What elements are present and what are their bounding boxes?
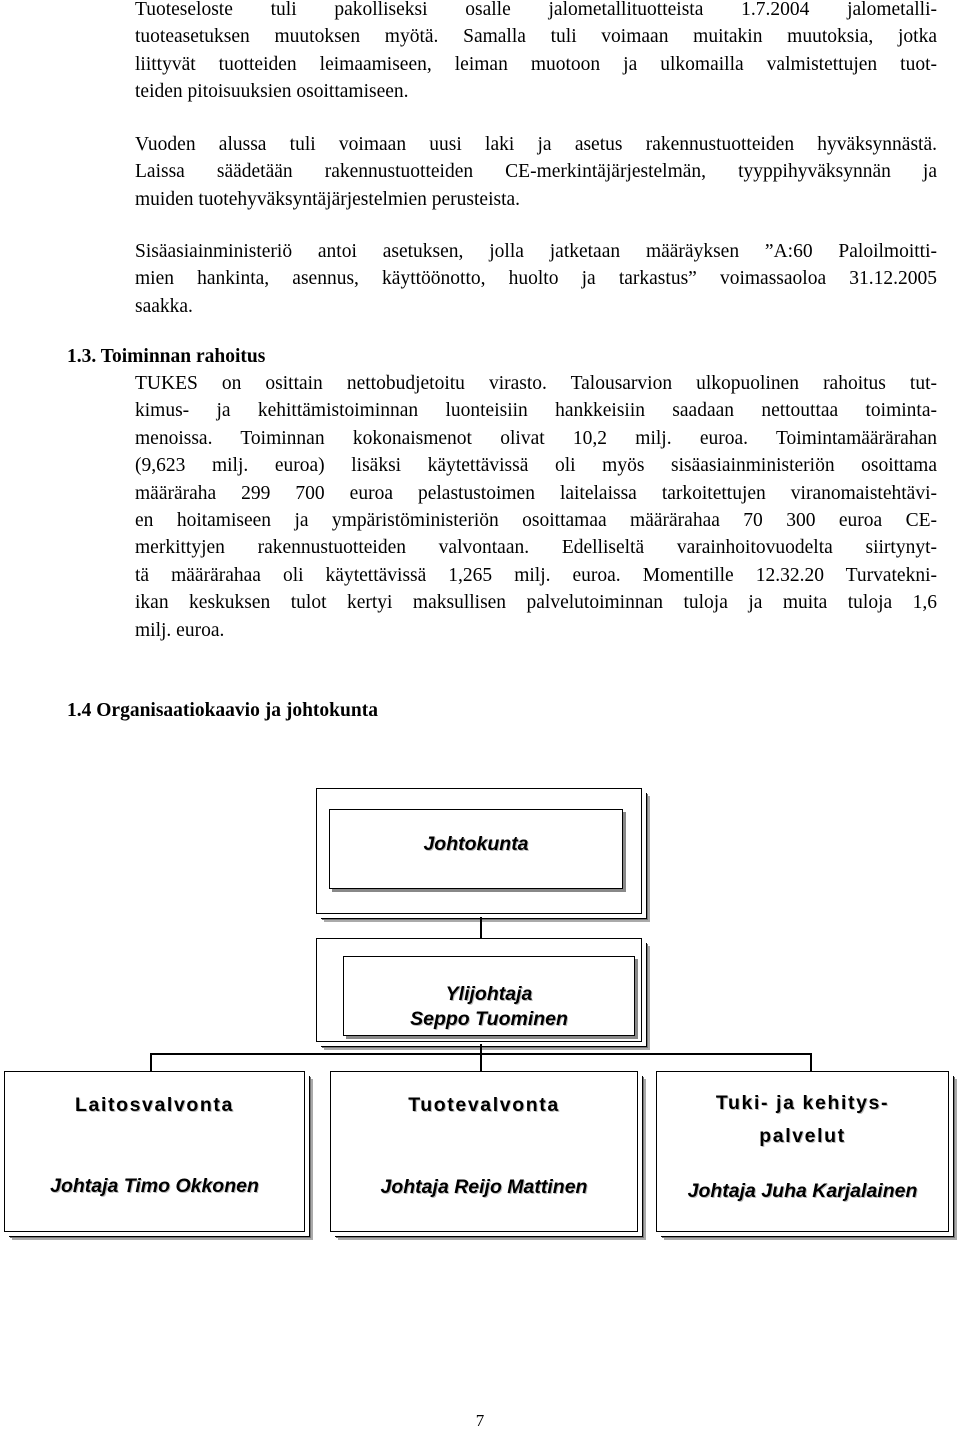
connector-line [150, 1053, 152, 1072]
text-line: Laissa säädetään rakennustuotteiden CE-merkintäjärjestelmän, tyyppihyväksynnän ja [135, 161, 937, 183]
text-line: (9,623 milj. euroa) lisäksi käytettävissä oli myös sisäasiainministeriön osoittama [135, 455, 937, 477]
text-line: Tuoteseloste tuli pakolliseksi osalle jalometallituotteista 1.7.2004 jalometalli- [135, 0, 937, 20]
heading-toiminnan-rahoitus: 1.3. Toiminnan rahoitus [67, 346, 266, 367]
text-line: saakka. [135, 295, 193, 317]
board-label: Johtokunta [423, 833, 529, 855]
unit-box-tuotevalvonta [330, 1071, 638, 1232]
unit-title-line1: Tuki- ja kehitys- [715, 1092, 890, 1114]
text-line: Sisäasiainministeriö antoi asetuksen, jolla jatketaan määräyksen ”A:60 Paloilmoitti- [135, 241, 937, 262]
unit-head: Johtaja Juha Karjalainen [687, 1180, 918, 1202]
board-box [316, 788, 642, 914]
director-inner-box [343, 956, 635, 1036]
unit-head: Johtaja Timo Okkonen [50, 1175, 259, 1197]
unit-title: Tuotevalvonta [408, 1094, 560, 1116]
unit-title-line2: palvelut [759, 1125, 846, 1147]
paragraph-sisaasiainministerio [135, 238, 937, 320]
board-inner-box [329, 809, 623, 889]
text-line: tuoteasetuksen muutoksen myötä. Samalla tuli voimaan muitakin muutoksia, jotka [135, 26, 937, 48]
text-line: mien hankinta, asennus, käyttöönotto, huolto ja tarkastus” voimassaoloa 31.12.2005 [135, 268, 937, 290]
text-line: kimus- ja kehittämistoiminnan luonteisiin hankkeisiin saadaan nettouttaa toiminta- [135, 400, 937, 422]
text-line: tä määrärahaa oli käytettävissä 1,265 milj. euroa. Momentille 12.32.20 Turvatekni- [135, 564, 937, 586]
paragraph-rahoitus [135, 370, 937, 644]
director-name: Seppo Tuominen [410, 1008, 568, 1030]
text-line: teiden pitoisuuksien osoittamiseen. [135, 81, 409, 103]
text-line: merkittyjen rakennustuotteiden valvontaan. Edelliseltä varainhoitovuodelta siirtynyt- [135, 537, 937, 559]
text-line: liittyvät tuotteiden leimaamiseen, leiman muotoon ja ulkomailla valmistettujen tuot- [135, 53, 937, 75]
text-line: menoissa. Toiminnan kokonaismenot olivat 10,2 milj. euroa. Toimintamäärärahan [135, 427, 937, 449]
connector-line [810, 1053, 812, 1072]
unit-box-laitosvalvonta [4, 1071, 305, 1232]
paragraph-rakennustuotteet [135, 131, 937, 213]
director-box [316, 938, 642, 1042]
text-line: en hoitamiseen ja ympäristöministeriön osoittamaa määrärahaa 70 300 euroa CE- [135, 510, 937, 532]
heading-organisaatiokaavio: 1.4 Organisaatiokaavio ja johtokunta [67, 700, 378, 721]
unit-title: Laitosvalvonta [75, 1094, 234, 1116]
unit-box-tukipalvelut [656, 1071, 949, 1232]
text-line: määräraha 299 700 euroa pelastustoimen laitelaissa tarkoitettujen viranomaistehtävi- [135, 482, 937, 504]
connector-line [480, 1044, 482, 1072]
unit-head: Johtaja Reijo Mattinen [380, 1176, 588, 1198]
connector-line [480, 917, 482, 939]
page-number: 7 [475, 1411, 485, 1430]
text-line: Vuoden alussa tuli voimaan uusi laki ja asetus rakennustuotteiden hyväksynnästä. [135, 134, 937, 155]
text-line: muiden tuotehyväksyntäjärjestelmien perusteista. [135, 188, 521, 210]
text-line: TUKES on osittain nettobudjetoitu virasto. Talousarvion ulkopuolinen rahoitus tut- [135, 373, 937, 394]
text-line: ikan keskuksen tulot kertyi maksullisen palvelutoiminnan tuloja ja muita tuloja 1,6 [135, 592, 937, 614]
text-line: milj. euroa. [135, 619, 225, 641]
director-title: Ylijohtaja [445, 983, 533, 1005]
paragraph-tuoteseloste [135, 0, 937, 106]
